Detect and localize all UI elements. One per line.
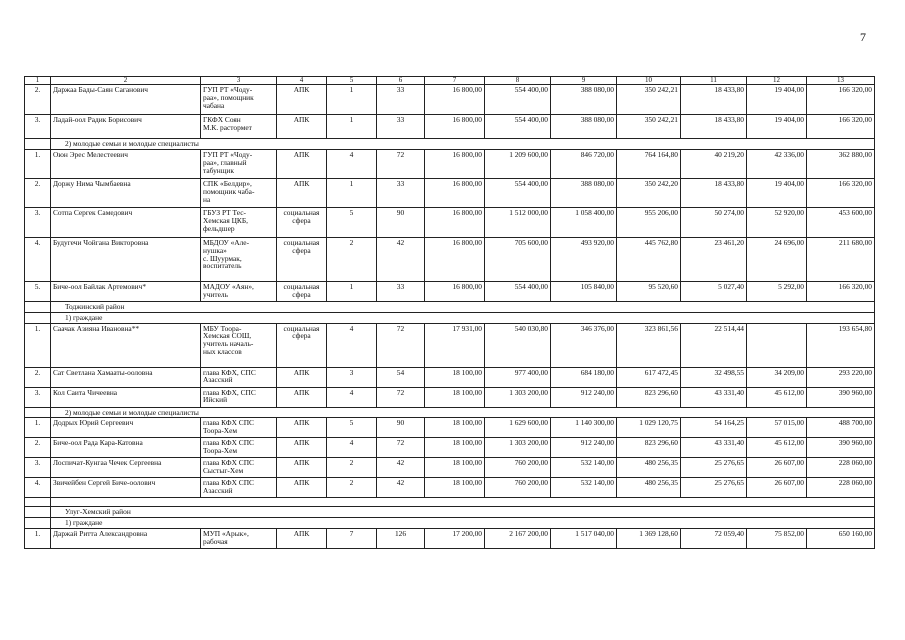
table-cell: 90 [377,418,425,438]
table-cell: глава КФХ, СПС Азасский [201,367,277,387]
table-cell: Додрых Юрий Сергеевич [51,418,201,438]
table-cell: 362 880,00 [807,150,875,179]
table-cell: 5 [327,418,377,438]
table-cell: 684 180,00 [551,367,617,387]
table-cell: 17 200,00 [425,528,485,548]
table-cell: 16 800,00 [425,282,485,302]
table-cell: 2. [25,438,51,458]
table-cell: 1 629 600,00 [485,418,551,438]
table-cell [747,323,807,367]
table-cell: 26 607,00 [747,458,807,478]
table-row [25,323,875,367]
table-cell: 18 100,00 [425,478,485,498]
table-cell: 4 [327,438,377,458]
table-cell: Даржаа Бады-Саян Саганович [51,85,201,115]
table-cell: 166 320,00 [807,115,875,139]
section-blank-cell [25,139,51,150]
table-row [25,238,875,282]
table-cell: 388 080,00 [551,115,617,139]
table-cell: 760 200,00 [485,478,551,498]
table-cell: АПК [277,85,327,115]
table-cell: 912 240,00 [551,387,617,407]
table-cell: 1. [25,418,51,438]
table-cell: социальная сфера [277,208,327,238]
table-cell: АПК [277,458,327,478]
table-cell: 1 512 000,00 [485,208,551,238]
table-row [25,85,875,115]
table-cell: 228 060,00 [807,478,875,498]
table-cell: 4. [25,238,51,282]
section-blank-cell [25,518,51,529]
table-cell: 43 331,40 [681,438,747,458]
table-cell: АПК [277,367,327,387]
table-cell: 19 404,00 [747,115,807,139]
table-cell: 760 200,00 [485,458,551,478]
table-cell: 3. [25,458,51,478]
table-cell: 4 [327,323,377,367]
table-cell: АПК [277,150,327,179]
table-cell: 43 331,40 [681,387,747,407]
table-cell: 705 600,00 [485,238,551,282]
column-number: 5 [327,77,377,85]
table-cell: 554 400,00 [485,179,551,208]
table-row [25,150,875,179]
column-number: 12 [747,77,807,85]
document-table [24,76,875,549]
table-cell: Будугечи Чойгана Викторовна [51,238,201,282]
table-cell: глава КФХ, СПС Ийский [201,387,277,407]
table-cell: глава КФХ СПС Тоора-Хем [201,438,277,458]
table-cell: Даржай Ритта Александровна [51,528,201,548]
table-cell: 16 800,00 [425,208,485,238]
table-cell: 57 015,00 [747,418,807,438]
table-cell: 532 140,00 [551,478,617,498]
table-cell: АПК [277,438,327,458]
table-cell: АПК [277,115,327,139]
section-blank-cell [25,312,51,323]
table-cell: АПК [277,478,327,498]
table-cell: 350 242,20 [617,179,681,208]
section-blank-cell [25,407,51,418]
table-cell: 977 400,00 [485,367,551,387]
table-cell: 650 160,00 [807,528,875,548]
table-cell: 33 [377,85,425,115]
table-cell: 42 [377,458,425,478]
section-row [25,507,875,518]
table-cell: глава КФХ СПС Азасский [201,478,277,498]
table-cell: 25 276,65 [681,458,747,478]
table-cell: 4. [25,478,51,498]
table-cell: 1 [327,179,377,208]
table-cell: 42 [377,478,425,498]
table-cell: 42 336,00 [747,150,807,179]
table-cell: Доржу Нима Чымбаевна [51,179,201,208]
section-row [25,312,875,323]
table-cell: 32 498,55 [681,367,747,387]
table-cell: МАДОУ «Аян», учитель [201,282,277,302]
column-number: 2 [51,77,201,85]
table-cell: 1. [25,150,51,179]
section-title: 2) молодые семьи и молодые специалисты [51,139,875,150]
table-cell: 1. [25,528,51,548]
table-cell: 18 100,00 [425,387,485,407]
table-cell: 24 696,00 [747,238,807,282]
table-cell: 1 303 200,00 [485,438,551,458]
table-cell: 388 080,00 [551,179,617,208]
table-cell: 1 303 200,00 [485,387,551,407]
column-number: 6 [377,77,425,85]
table-cell: 18 100,00 [425,458,485,478]
table-cell: 388 080,00 [551,85,617,115]
table-cell: 17 931,00 [425,323,485,367]
table-cell: АПК [277,179,327,208]
table-cell: 554 400,00 [485,282,551,302]
table-cell: АПК [277,528,327,548]
table-cell: 52 920,00 [747,208,807,238]
table-cell: 1 [327,115,377,139]
table-cell: 1 058 400,00 [551,208,617,238]
table-cell: 16 800,00 [425,85,485,115]
table-cell: Ладай-оол Радик Борисович [51,115,201,139]
table-cell: 72 [377,150,425,179]
section-title: Тоджинский район [51,302,875,313]
table-cell: Сотпа Сергек Самедович [51,208,201,238]
section-title: 1) граждане [51,518,875,529]
table-cell: Кол Саита Чичеевна [51,387,201,407]
table-cell: 1 209 600,00 [485,150,551,179]
table-cell: 323 861,56 [617,323,681,367]
table-cell: 4 [327,387,377,407]
table-cell: 764 164,80 [617,150,681,179]
table-cell: 5 292,00 [747,282,807,302]
table-row [25,418,875,438]
table-cell: 166 320,00 [807,85,875,115]
table-cell: социальная сфера [277,238,327,282]
table-cell: 95 520,60 [617,282,681,302]
table-cell: 26 607,00 [747,478,807,498]
table-cell: 1 [327,85,377,115]
column-number: 3 [201,77,277,85]
section-blank-cell [25,507,51,518]
table-cell: 42 [377,238,425,282]
table-cell: 2. [25,367,51,387]
table-cell: 823 296,60 [617,438,681,458]
table-cell: 34 209,00 [747,367,807,387]
column-number: 13 [807,77,875,85]
section-row [25,302,875,313]
table-cell: 72 [377,387,425,407]
table-cell: 3. [25,208,51,238]
table-cell: 25 276,65 [681,478,747,498]
table-cell: 45 612,00 [747,387,807,407]
table-cell: 480 256,35 [617,458,681,478]
table-cell: 18 100,00 [425,367,485,387]
table-body [25,77,875,549]
table-cell: глава КФХ СПС Сыстыг-Хем [201,458,277,478]
section-title [51,498,875,507]
table-cell: социальная сфера [277,282,327,302]
section-row [25,407,875,418]
table-cell: 193 654,80 [807,323,875,367]
table-cell: 105 840,00 [551,282,617,302]
section-blank-cell [25,302,51,313]
table-cell: 540 030,80 [485,323,551,367]
table-cell: 955 206,00 [617,208,681,238]
table-cell: 2 [327,238,377,282]
table-cell: 16 800,00 [425,150,485,179]
table-cell: 2 [327,458,377,478]
table-cell: 2 167 200,00 [485,528,551,548]
table-row [25,367,875,387]
table-row [25,282,875,302]
table-cell: ГКФХ Соян М.К. растормет [201,115,277,139]
table-cell: 5. [25,282,51,302]
table-cell: 54 [377,367,425,387]
table-cell: МБУ Тоора- Хемская СОШ, учитель началь- ных классов [201,323,277,367]
section-blank-cell [25,498,51,507]
table-cell: 72 [377,438,425,458]
table-cell: 18 100,00 [425,438,485,458]
table-cell: 445 762,80 [617,238,681,282]
table-header-row [25,77,875,85]
column-number: 8 [485,77,551,85]
table-cell: 1 140 300,00 [551,418,617,438]
table-cell: 40 219,20 [681,150,747,179]
section-title: 2) молодые семьи и молодые специалисты [51,407,875,418]
table-cell: 453 600,00 [807,208,875,238]
table-row [25,458,875,478]
table-cell: 2 [327,478,377,498]
table-cell: 54 164,25 [681,418,747,438]
table-cell: 18 100,00 [425,418,485,438]
table-cell: МБДОУ «Але- нушка» с. Шуурмак, воспитатель [201,238,277,282]
table-cell: Биче-оол Рада Кара-Катовна [51,438,201,458]
section-row [25,498,875,507]
column-number: 1 [25,77,51,85]
table-cell: 7 [327,528,377,548]
table-cell: 18 433,80 [681,115,747,139]
table-cell: Звичейбен Сергей Биче-оолович [51,478,201,498]
table-cell: 390 960,00 [807,438,875,458]
table-row [25,438,875,458]
table-cell: 22 514,44 [681,323,747,367]
table-row [25,478,875,498]
table-row [25,528,875,548]
table-cell: 2. [25,179,51,208]
table-cell: 1 029 120,75 [617,418,681,438]
table-row [25,208,875,238]
table-cell: социальная сфера [277,323,327,367]
column-number: 9 [551,77,617,85]
section-row [25,518,875,529]
table-cell: ГУП РТ «Чоду- раа», помощник чабана [201,85,277,115]
table-cell: 16 800,00 [425,115,485,139]
section-row [25,139,875,150]
table-cell: 33 [377,282,425,302]
table-cell: 1 517 040,00 [551,528,617,548]
table-cell: 228 060,00 [807,458,875,478]
section-title: Улуг-Хемский район [51,507,875,518]
table-cell: ГБУЗ РТ Тес- Хемская ЦКБ, фельдшер [201,208,277,238]
table-cell: 617 472,45 [617,367,681,387]
column-number: 4 [277,77,327,85]
table-cell: 18 433,80 [681,179,747,208]
table-cell: 554 400,00 [485,115,551,139]
section-title: 1) граждане [51,312,875,323]
table-cell: 532 140,00 [551,458,617,478]
table-cell: ГУП РТ «Чоду- раа», главный табунщик [201,150,277,179]
table-cell: 1. [25,323,51,367]
table-cell: Сат Светлана Хамааты-ооловна [51,367,201,387]
table-cell: 3. [25,387,51,407]
table-cell: 16 800,00 [425,179,485,208]
table-row [25,387,875,407]
table-cell: 23 461,20 [681,238,747,282]
table-cell: СПК «Белдир», помощник чаба- на [201,179,277,208]
table-cell: 488 700,00 [807,418,875,438]
table-cell: 5 [327,208,377,238]
table-cell: Лоспичат-Кунгаа Чечек Сергеевна [51,458,201,478]
table-cell: 1 [327,282,377,302]
table-cell: 480 256,35 [617,478,681,498]
column-number: 10 [617,77,681,85]
table-cell: глава КФХ СПС Тоора-Хем [201,418,277,438]
table-cell: 90 [377,208,425,238]
table-cell: 823 296,60 [617,387,681,407]
table-cell: 50 274,00 [681,208,747,238]
table-cell: 33 [377,115,425,139]
table-cell: 72 059,40 [681,528,747,548]
table-cell: 554 400,00 [485,85,551,115]
table-cell: МУП «Арык», рабочая [201,528,277,548]
table-cell: 72 [377,323,425,367]
table-row [25,179,875,208]
table-cell: Оюн Эрес Мелестеевич [51,150,201,179]
table-cell: 16 800,00 [425,238,485,282]
column-number: 7 [425,77,485,85]
table-cell: 75 852,00 [747,528,807,548]
table-cell: 846 720,00 [551,150,617,179]
table-cell: Саачак Азияна Ивановна** [51,323,201,367]
table-cell: 4 [327,150,377,179]
table-cell: 293 220,00 [807,367,875,387]
table-cell: 912 240,00 [551,438,617,458]
table-cell: АПК [277,387,327,407]
table-cell: 390 960,00 [807,387,875,407]
table-cell: 346 376,00 [551,323,617,367]
table-cell: 166 320,00 [807,282,875,302]
table-cell: 5 027,40 [681,282,747,302]
table-cell: 19 404,00 [747,179,807,208]
table-cell: Биче-оол Байлак Артемович* [51,282,201,302]
table-cell: 1 369 128,60 [617,528,681,548]
table-row [25,115,875,139]
page-number: 7 [860,30,866,44]
table-cell: 19 404,00 [747,85,807,115]
table-cell: 211 680,00 [807,238,875,282]
table-cell: АПК [277,418,327,438]
table-cell: 18 433,80 [681,85,747,115]
table-cell: 3 [327,367,377,387]
table-cell: 493 920,00 [551,238,617,282]
table-cell: 2. [25,85,51,115]
column-number: 11 [681,77,747,85]
table-cell: 166 320,00 [807,179,875,208]
table-cell: 45 612,00 [747,438,807,458]
table-cell: 3. [25,115,51,139]
table-cell: 350 242,21 [617,85,681,115]
table-cell: 33 [377,179,425,208]
table-cell: 126 [377,528,425,548]
table-cell: 350 242,21 [617,115,681,139]
